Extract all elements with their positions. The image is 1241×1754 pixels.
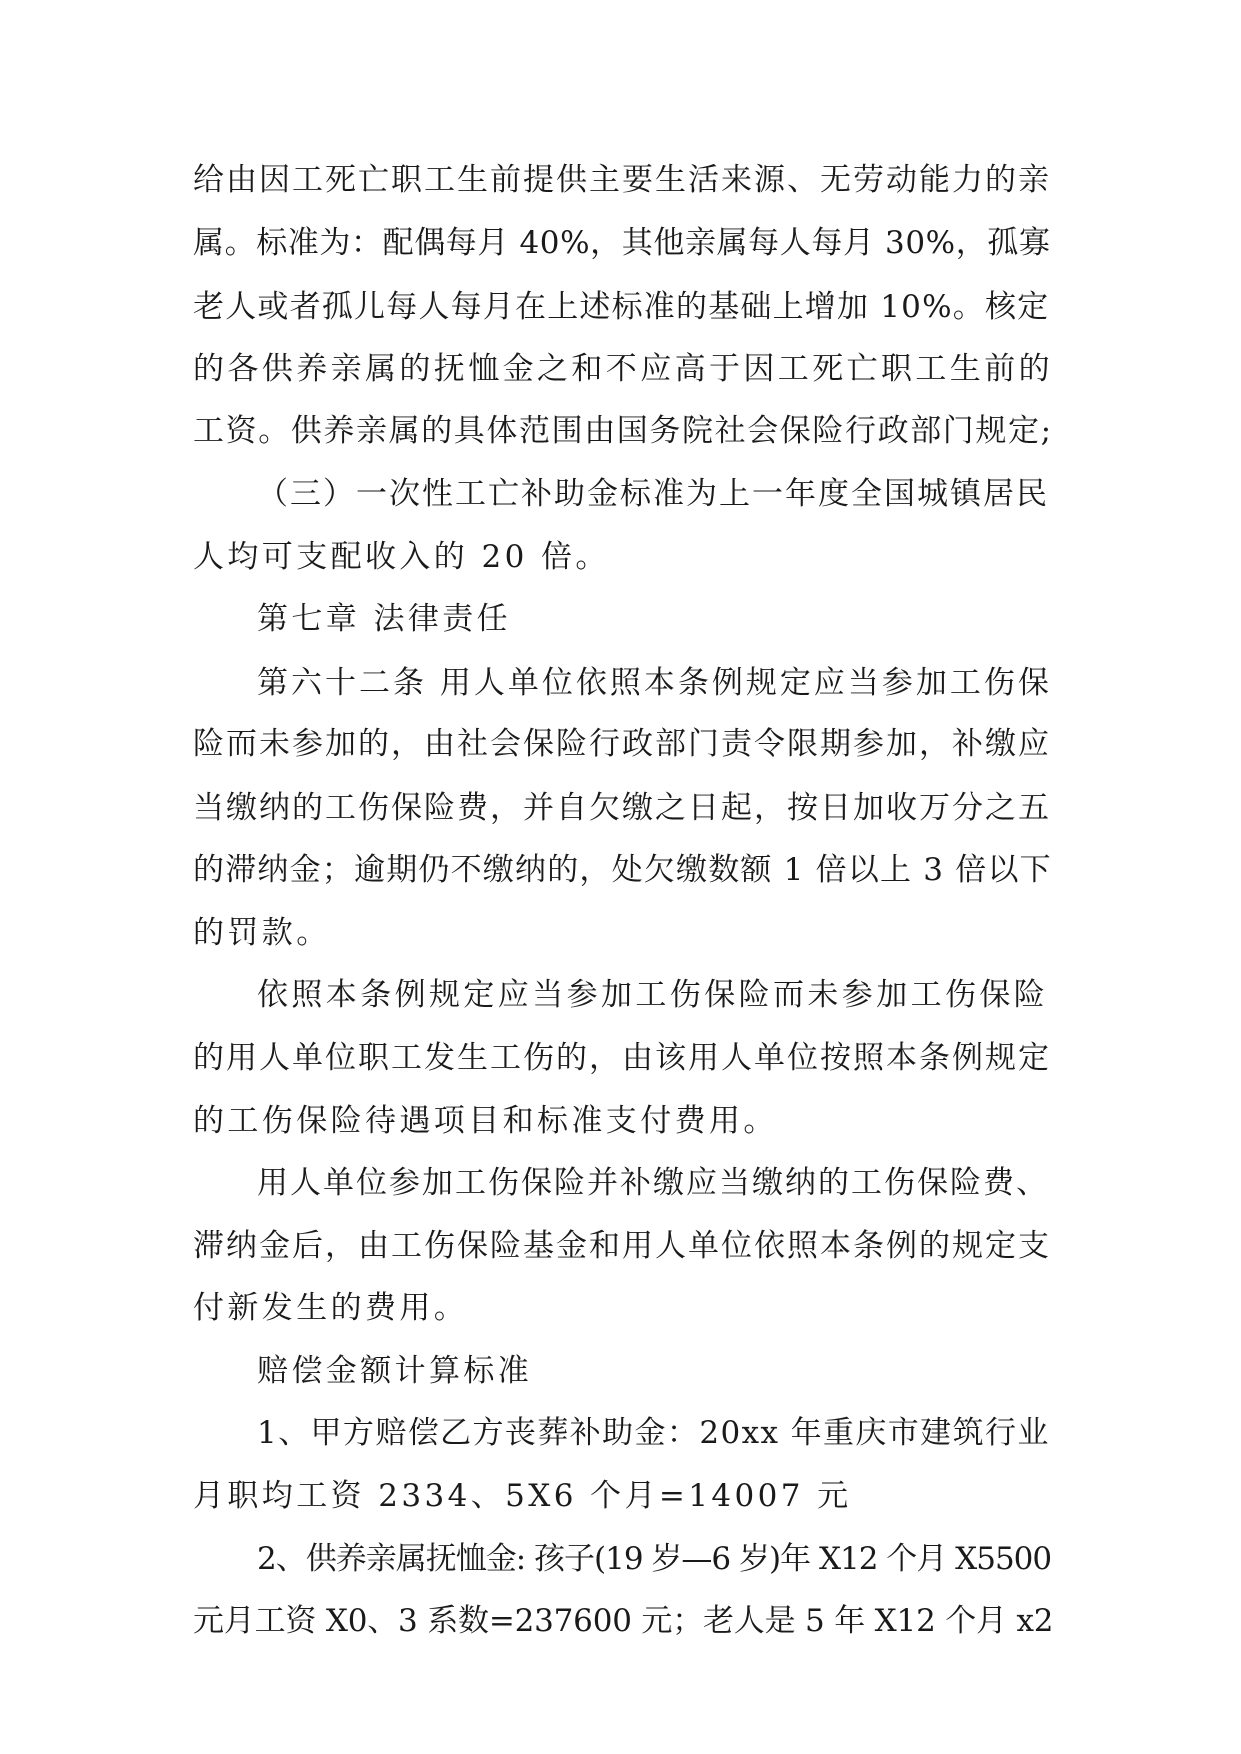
text-line: 元月工资 X0、3 系数=237600 元；老人是 5 年 X12 个月 x2 [193, 1603, 1054, 1639]
text-line: （三）一次性工亡补助金标准为上一年度全国城镇居民 [257, 476, 1049, 512]
text-line: 的滞纳金；逾期仍不缴纳的，处欠缴数额 1 倍以上 3 倍以下 [193, 852, 1052, 888]
text-line: 2、供养亲属抚恤金: 孩子(19 岁—6 岁)年 X12 个月 X5500 [257, 1541, 1052, 1577]
text-line: 工资。供养亲属的具体范围由国务院社会保险行政部门规定; [193, 413, 1053, 449]
text-line: 的工伤保险待遇项目和标准支付费用。 [193, 1103, 778, 1139]
text-line: 依照本条例规定应当参加工伤保险而未参加工伤保险 [257, 977, 1049, 1013]
text-line: 险而未参加的，由社会保险行政部门责令限期参加，补缴应 [193, 726, 1051, 762]
text-line: 付新发生的费用。 [193, 1290, 469, 1326]
text-line: 滞纳金后，由工伤保险基金和用人单位依照本条例的规定支 [193, 1228, 1051, 1264]
text-line: 用人单位参加工伤保险并补缴应当缴纳的工伤保险费、 [257, 1165, 1049, 1201]
text-line: 月职均工资 2334、5X6 个月=14007 元 [193, 1478, 852, 1514]
text-line: 的各供养亲属的抚恤金之和不应高于因工死亡职工生前的 [193, 351, 1053, 387]
text-line: 人均可支配收入的 20 倍。 [193, 539, 610, 575]
text-line: 第六十二条 用人单位依照本条例规定应当参加工伤保 [257, 665, 1052, 701]
text-line: 的罚款。 [193, 915, 331, 951]
text-line: 当缴纳的工伤保险费，并自欠缴之日起，按日加收万分之五 [193, 790, 1051, 826]
text-line: 给由因工死亡职工生前提供主要生活来源、无劳动能力的亲 [193, 162, 1051, 198]
text-line: 老人或者孤儿每人每月在上述标准的基础上增加 10%。核定 [193, 289, 1050, 325]
text-line: 的用人单位职工发生工伤的，由该用人单位按照本条例规定 [193, 1040, 1051, 1076]
section-heading: 赔偿金额计算标准 [257, 1353, 533, 1389]
chapter-heading: 第七章 法律责任 [257, 601, 512, 637]
text-line: 1、甲方赔偿乙方丧葬补助金：20xx 年重庆市建筑行业 [257, 1415, 1050, 1451]
text-line: 属。标准为：配偶每月 40%，其他亲属每人每月 30%，孤寡 [193, 225, 1051, 261]
